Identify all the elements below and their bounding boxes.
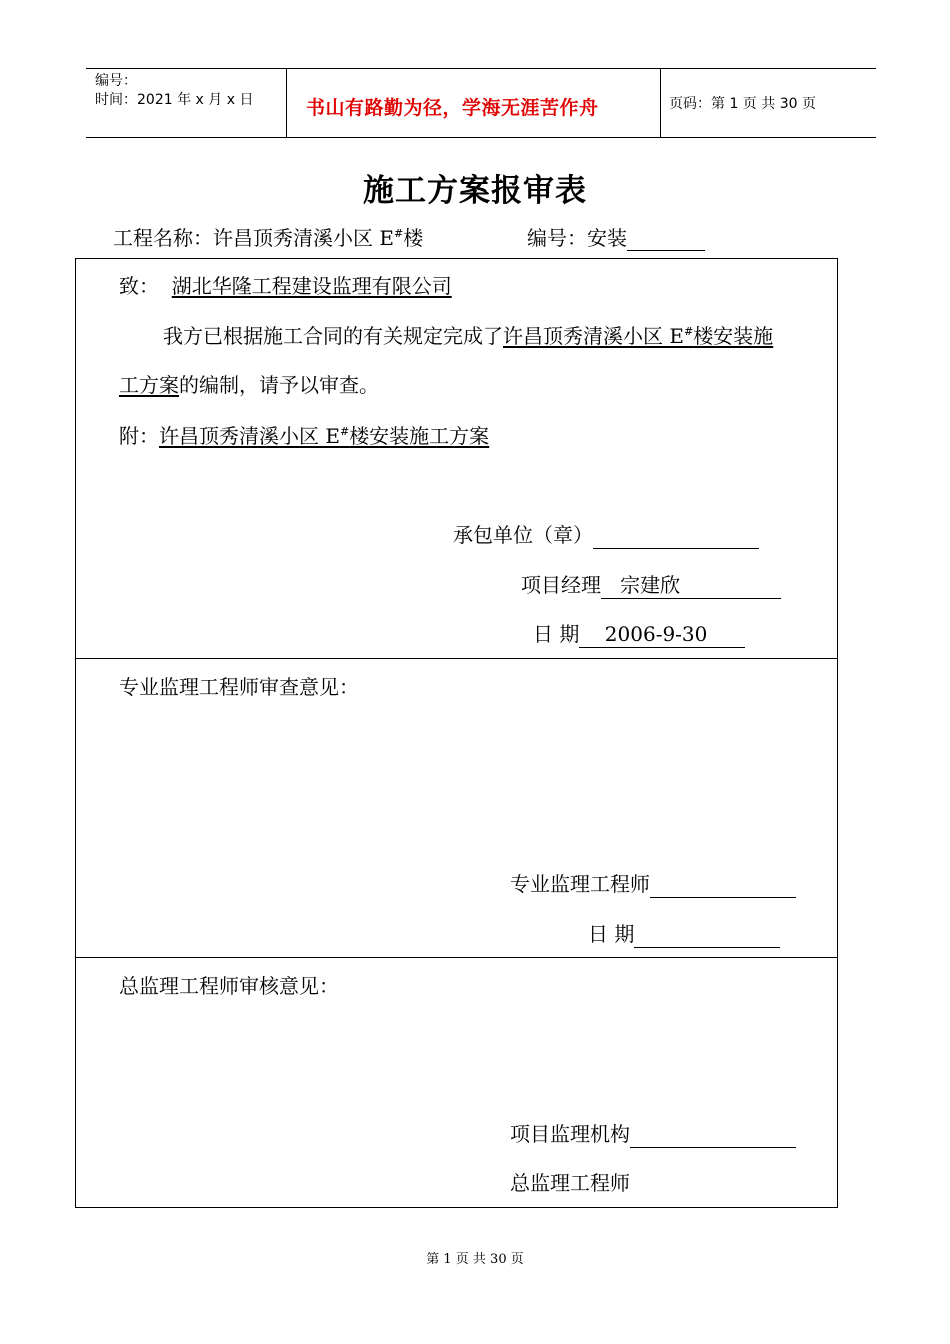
- page-footer: 第 1 页 共 30 页: [426, 1252, 524, 1267]
- engineer-sign-blank[interactable]: [650, 871, 796, 898]
- body-line-2-underlined: 工方案: [119, 373, 179, 397]
- form-number-label: 编号：安装: [527, 226, 627, 250]
- project-name-sup: #: [393, 227, 404, 240]
- section2-date-line: [588, 921, 780, 948]
- section1-date-label: 日 期: [533, 622, 580, 646]
- contractor-label: 承包单位（章）: [453, 523, 593, 547]
- engineer-sign-label: 专业监理工程师: [510, 872, 650, 896]
- header-number-label: 编号：: [95, 73, 137, 89]
- section1-date-field[interactable]: [579, 621, 745, 648]
- supervision-org-line: [510, 1121, 796, 1148]
- manager-name-field[interactable]: [601, 572, 781, 599]
- header-motto: 书山有路勤为径，学海无涯苦作舟: [306, 97, 599, 119]
- project-name-label: 工程名称：许昌顶秀清溪小区 E: [113, 226, 394, 250]
- manager-name: 宗建欣: [620, 573, 681, 597]
- header-time-label: 时间：2021 年 x 月 x 日: [95, 92, 254, 108]
- addressee-company: 湖北华隆工程建设监理有限公司: [171, 274, 452, 298]
- supervision-org-label: 项目监理机构: [510, 1122, 630, 1146]
- chief-engineer-line: [510, 1170, 630, 1196]
- addressee-line: [119, 273, 452, 299]
- project-name-line: [113, 222, 423, 251]
- project-name-suffix: 楼: [403, 226, 424, 250]
- chief-engineer-label: 总监理工程师: [510, 1171, 630, 1195]
- manager-label: 项目经理: [521, 573, 601, 597]
- body-line-1-project-text: 许昌顶秀清溪小区 E: [503, 324, 684, 348]
- header-meta-cell: [86, 69, 287, 137]
- page-title: 施工方案报审表: [363, 173, 587, 209]
- section2-date-label: 日 期: [588, 922, 635, 946]
- section2-date-blank[interactable]: [634, 921, 780, 948]
- section-divider-2: [76, 957, 837, 958]
- section1-date-value: 2006-9-30: [604, 622, 708, 646]
- attachment-title: [159, 424, 489, 448]
- body-line-1: [163, 323, 773, 349]
- body-line-2: [119, 372, 379, 398]
- body-line-1-sup: #: [683, 325, 694, 338]
- supervision-org-blank[interactable]: [630, 1121, 796, 1148]
- form-number-blank[interactable]: [627, 226, 705, 251]
- engineer-sign-line: [510, 871, 796, 898]
- contractor-line: [453, 522, 759, 549]
- attachment-title-text: 许昌顶秀清溪小区 E: [159, 424, 340, 448]
- contractor-blank[interactable]: [593, 522, 759, 549]
- manager-line: [521, 572, 781, 599]
- document-header: [86, 68, 876, 138]
- section1-date-line: [533, 621, 745, 648]
- body-line-1-project-suffix: 楼安装施: [693, 324, 774, 348]
- attachment-line: [119, 423, 489, 449]
- review-form: [75, 258, 838, 1208]
- header-page-cell: [660, 69, 876, 137]
- attachment-title-suffix: 楼安装施工方案: [349, 424, 490, 448]
- header-motto-cell: [286, 69, 661, 137]
- body-line-1-prefix: 我方已根据施工合同的有关规定完成了: [163, 324, 503, 348]
- addressee-label: 致：: [119, 274, 159, 298]
- attachment-sup: #: [339, 425, 350, 438]
- section-divider-1: [76, 658, 837, 659]
- attachment-label: 附：: [119, 424, 159, 448]
- body-line-2-suffix: 的编制，请予以审查。: [179, 373, 379, 397]
- body-line-1-project: [503, 324, 773, 348]
- chief-review-heading: 总监理工程师审核意见：: [119, 974, 339, 998]
- form-number-line: [527, 222, 705, 251]
- engineer-review-heading: 专业监理工程师审查意见：: [119, 675, 359, 699]
- header-page-info: 页码：第 1 页 共 30 页: [669, 96, 816, 112]
